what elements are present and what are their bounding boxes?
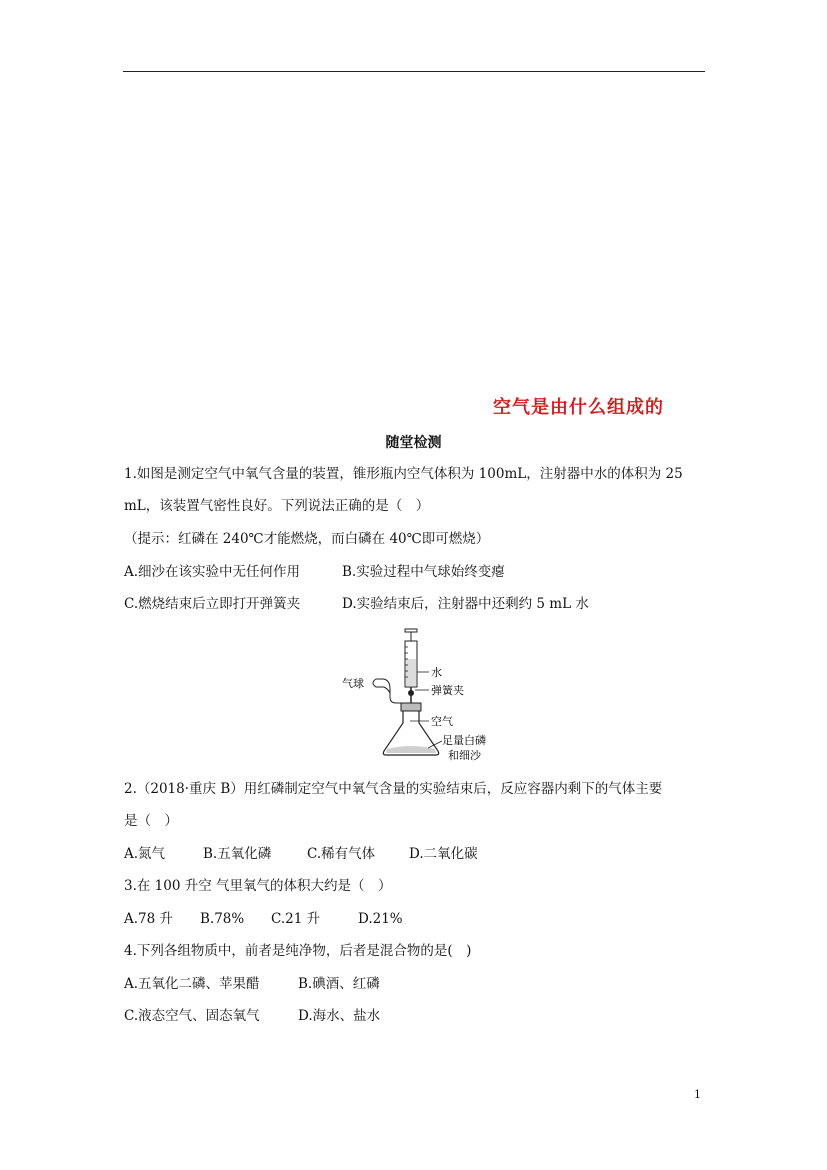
label-balloon: 气球	[342, 677, 364, 690]
question-2-line-1: 2.（2018·重庆 B）用红磷制定空气中氧气含量的实验结束后，反应容器内剩下的气体主要	[124, 781, 663, 797]
question-2-line-2: 是（ ）	[124, 813, 178, 829]
section-subtitle: 随堂检测	[385, 435, 442, 451]
page-number: 1	[694, 1088, 701, 1101]
document-title: 空气是由什么组成的	[493, 397, 664, 418]
option-3c: C.21 升	[271, 911, 321, 927]
label-water: 水	[431, 666, 442, 679]
question-1-options-row-1	[124, 562, 505, 582]
option-3a: A.78 升	[124, 911, 174, 927]
apparatus-drawing	[338, 627, 488, 767]
header-rule	[123, 71, 705, 72]
option-2a: A.氮气	[124, 846, 166, 862]
option-3d: D.21%	[358, 911, 403, 927]
option-1d: D.实验结束后，注射器中还剩约 5 mL 水	[342, 596, 589, 612]
question-3-line-1: 3.在 100 升空 气里氧气的体积大约是（ ）	[124, 878, 392, 894]
label-sand: 和细沙	[448, 749, 481, 762]
option-3b: B.78%	[200, 911, 245, 927]
question-1-options-row-2	[124, 594, 589, 614]
option-4c: C.液态空气、固态氧气	[124, 1008, 260, 1024]
option-4d: D.海水、盐水	[298, 1008, 381, 1024]
option-2c: C.稀有气体	[307, 846, 376, 862]
option-4a: A.五氧化二磷、苹果醋	[124, 976, 260, 992]
question-1-line-1: 1.如图是测定空气中氧气含量的装置，锥形瓶内空气体积为 100mL，注射器中水的体积为 25	[124, 466, 683, 482]
question-4-options-row-2	[124, 1006, 380, 1026]
question-4-line-1: 4.下列各组物质中，前者是纯净物，后者是混合物的是( )	[124, 943, 472, 959]
label-phosphorus: 足量白磷	[442, 734, 486, 747]
option-1b: B.实验过程中气球始终变瘪	[342, 564, 505, 580]
option-2b: B.五氧化磷	[203, 846, 272, 862]
question-4-options-row-1	[124, 974, 380, 994]
question-1-hint: （提示：红磷在 240℃才能燃烧，而白磷在 40℃即可燃烧）	[124, 531, 490, 547]
question-2-options	[124, 844, 478, 864]
label-air: 空气	[431, 715, 453, 728]
option-2d: D.二氧化碳	[409, 846, 478, 862]
apparatus-figure	[338, 627, 488, 767]
option-4b: B.碘酒、红磷	[298, 976, 380, 992]
option-1a: A.细沙在该实验中无任何作用	[124, 564, 301, 580]
label-clip: 弹簧夹	[431, 684, 464, 697]
question-3-options	[124, 909, 403, 929]
question-1-line-2: mL，该装置气密性良好。下列说法正确的是（ ）	[124, 498, 430, 514]
option-1c: C.燃烧结束后立即打开弹簧夹	[124, 596, 301, 612]
